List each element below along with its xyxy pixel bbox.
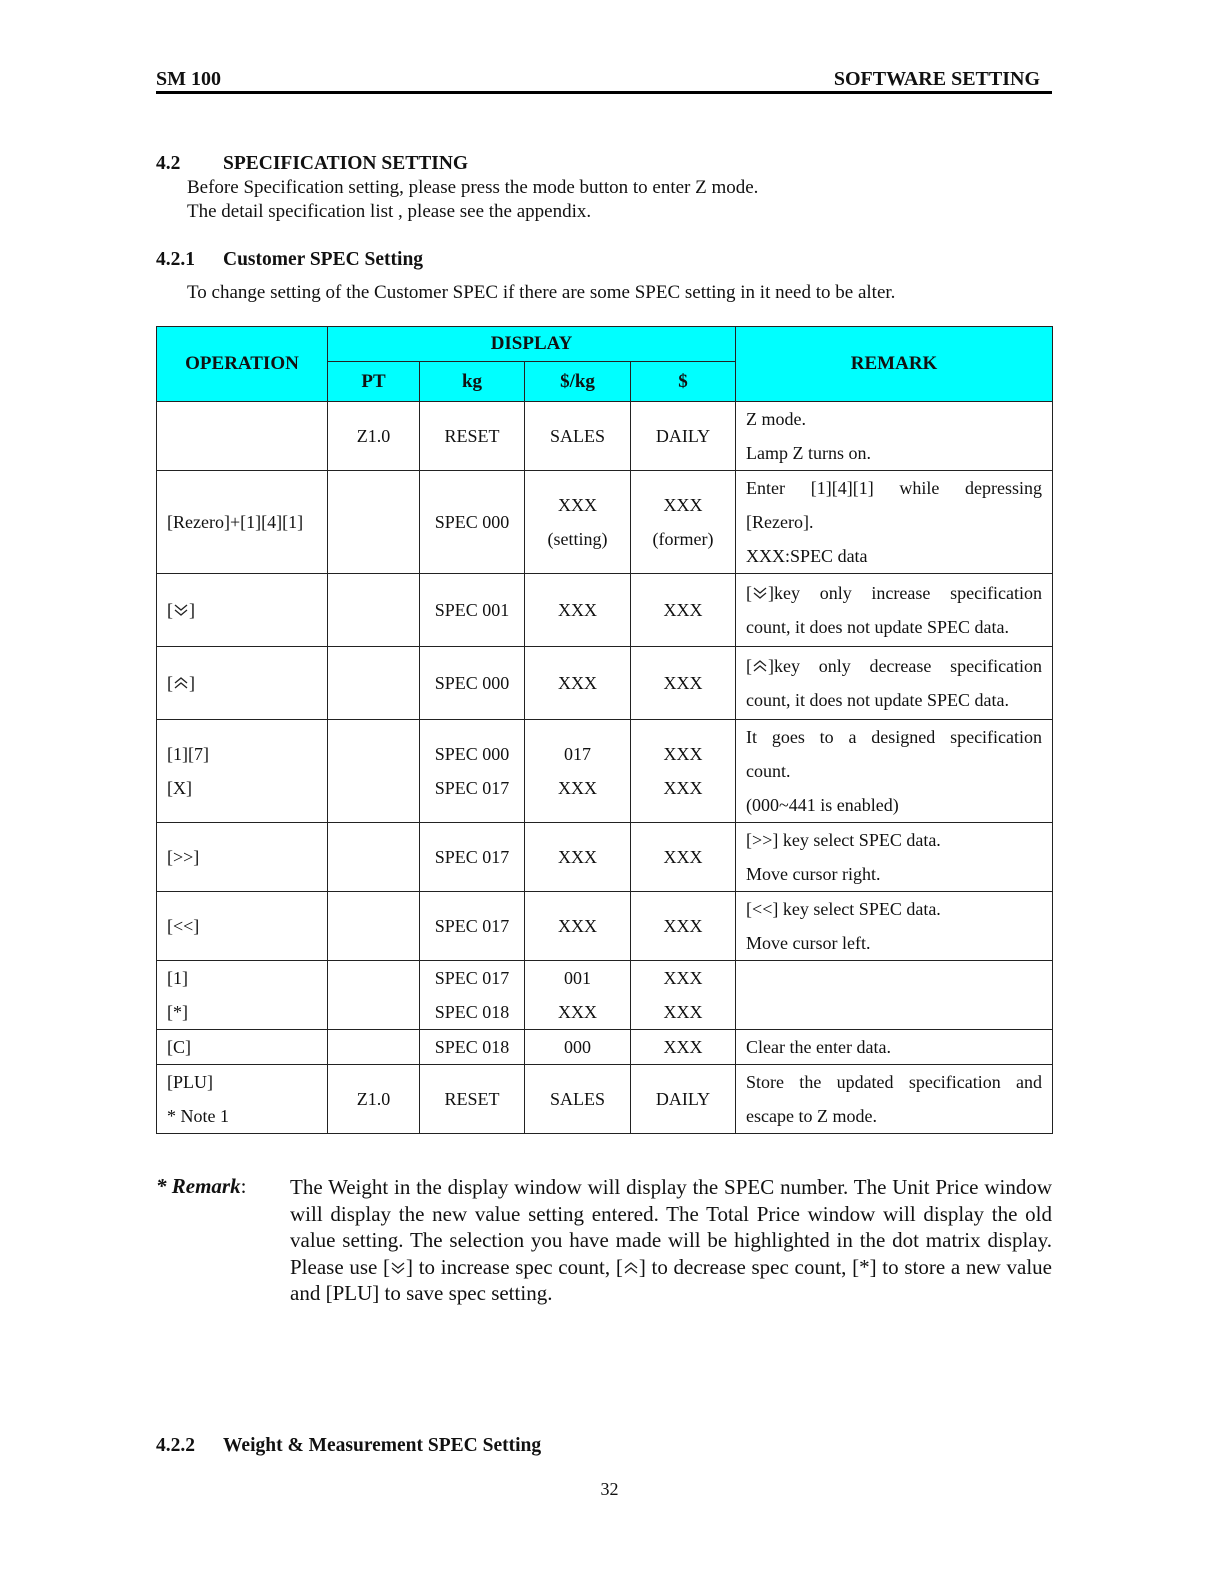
- cell-pt: [328, 647, 420, 720]
- cell-per-kg: 000: [525, 1030, 631, 1065]
- cell-operation: [<<]: [157, 892, 328, 961]
- remark-line: [<<] key select SPEC data.: [746, 899, 941, 919]
- value-line: XXX: [663, 778, 703, 798]
- remark-line: [746, 576, 1042, 610]
- double-chevron-down-icon: [173, 603, 189, 617]
- cell-kg: SPEC 017: [420, 892, 525, 961]
- table-row: [157, 647, 1053, 720]
- cell-pt: [328, 720, 420, 823]
- table-row: [157, 1030, 1053, 1065]
- cell-kg: RESET: [420, 1065, 525, 1134]
- remark-colon: :: [240, 1174, 247, 1198]
- cell-remark: [736, 720, 1053, 823]
- header-price: $: [631, 362, 736, 402]
- bracket-open: [: [167, 600, 173, 620]
- cell-kg: [420, 720, 525, 823]
- remark-text: ]key only increase specification: [768, 583, 1043, 603]
- remark-line: [Rezero].: [746, 512, 814, 532]
- value-line: SPEC 017: [434, 778, 510, 798]
- cell-price: XXX: [631, 892, 736, 961]
- table-header-row: [157, 327, 1053, 362]
- bracket-close: ]: [189, 673, 195, 693]
- cell-kg: SPEC 001: [420, 574, 525, 647]
- cell-pt: Z1.0: [328, 1065, 420, 1134]
- customer-spec-table: [156, 326, 1053, 1134]
- section-4-2-title: SPECIFICATION SETTING: [223, 153, 469, 174]
- remark-text: ]key only decrease specification: [768, 656, 1043, 676]
- table-row: [157, 402, 1053, 471]
- cell-price: XXX: [631, 1030, 736, 1065]
- cell-per-kg: XXX: [525, 823, 631, 892]
- table-row: [157, 823, 1053, 892]
- cell-remark: Clear the enter data.: [736, 1030, 1053, 1065]
- remark-line: Lamp Z turns on.: [746, 443, 872, 463]
- double-chevron-down-icon: [390, 1261, 406, 1275]
- cell-remark: [736, 961, 1053, 1030]
- section-4-2-2-title: Weight & Measurement SPEC Setting: [223, 1435, 542, 1456]
- section-4-2-number: 4.2: [156, 153, 181, 174]
- remark-label-text: * Remark: [156, 1174, 241, 1198]
- cell-per-kg: [525, 471, 631, 574]
- op-line: [PLU]: [167, 1072, 213, 1092]
- remark-text-3: ] to decrease spec count, [*] to store a new value and [PLU] to save spec setting.: [290, 1254, 1052, 1305]
- header-operation: OPERATION: [157, 327, 328, 402]
- cell-operation: [157, 961, 328, 1030]
- cell-remark: [736, 402, 1053, 471]
- section-4-2-1-title: Customer SPEC Setting: [223, 249, 424, 270]
- cell-operation: [>>]: [157, 823, 328, 892]
- value-line: SPEC 000: [434, 744, 510, 764]
- header-kg: kg: [420, 362, 525, 402]
- remark-line: [746, 649, 1042, 683]
- remark-text-2: ] to increase spec count, [: [406, 1254, 623, 1279]
- section-4-2-line1: Before Specification setting, please press the mode button to enter Z mode.: [187, 177, 759, 198]
- cell-remark: [736, 823, 1053, 892]
- cell-pt: [328, 1030, 420, 1065]
- cell-operation: [157, 402, 328, 471]
- bracket-open: [: [746, 583, 753, 603]
- cell-remark: [736, 892, 1053, 961]
- cell-per-kg: SALES: [525, 402, 631, 471]
- value-line: 017: [564, 744, 591, 764]
- cell-per-kg: SALES: [525, 1065, 631, 1134]
- header-rule: [156, 91, 1052, 94]
- double-chevron-up-icon: [623, 1261, 639, 1275]
- remark-line: escape to Z mode.: [746, 1106, 877, 1126]
- cell-kg: SPEC 000: [420, 471, 525, 574]
- remark-line: Z mode.: [746, 409, 807, 429]
- remark-line: (000~441 is enabled): [746, 795, 899, 815]
- bracket-open: [: [746, 656, 753, 676]
- value-line: SPEC 017: [434, 968, 510, 988]
- section-4-2-1-intro: To change setting of the Customer SPEC if there are some SPEC setting in it need to be alter.: [187, 282, 896, 303]
- value-line: XXX: [663, 495, 703, 515]
- remark-line: Enter [1][4][1] while depressing: [746, 478, 1043, 498]
- cell-per-kg: XXX: [525, 574, 631, 647]
- header-per-kg: $/kg: [525, 362, 631, 402]
- op-line: * Note 1: [167, 1106, 229, 1126]
- value-line: XXX: [558, 778, 597, 798]
- cell-price: DAILY: [631, 1065, 736, 1134]
- cell-price: [631, 961, 736, 1030]
- op-line: [X]: [167, 778, 192, 798]
- cell-operation: [Rezero]+[1][4][1]: [157, 471, 328, 574]
- table-row: [157, 1065, 1053, 1134]
- double-chevron-up-icon: [173, 676, 189, 690]
- bracket-open: [: [167, 673, 173, 693]
- header-pt: PT: [328, 362, 420, 402]
- cell-price: [631, 720, 736, 823]
- cell-operation: [157, 647, 328, 720]
- value-line: XXX: [663, 1002, 703, 1022]
- section-4-2-2-number: 4.2.2: [156, 1435, 195, 1456]
- value-line: SPEC 018: [434, 1002, 510, 1022]
- cell-kg: SPEC 000: [420, 647, 525, 720]
- value-line: XXX: [558, 495, 597, 515]
- table-row: [157, 961, 1053, 1030]
- cell-remark: [736, 1065, 1053, 1134]
- cell-kg: SPEC 017: [420, 823, 525, 892]
- table-row: [157, 574, 1053, 647]
- cell-operation: [157, 574, 328, 647]
- value-line: XXX: [558, 1002, 597, 1022]
- cell-kg: RESET: [420, 402, 525, 471]
- value-line: XXX: [663, 968, 703, 988]
- cell-per-kg: [525, 720, 631, 823]
- cell-pt: [328, 574, 420, 647]
- header-section: SOFTWARE SETTING: [833, 68, 1040, 90]
- remark-line: count.: [746, 761, 791, 781]
- table-row: [157, 720, 1053, 823]
- value-line: XXX: [663, 744, 703, 764]
- remark-line: It goes to a designed specification: [746, 727, 1043, 747]
- header-display: DISPLAY: [328, 327, 736, 362]
- remark-paragraph: [290, 1174, 1052, 1307]
- value-line: (setting): [547, 529, 608, 549]
- remark-line: count, it does not update SPEC data.: [746, 690, 1010, 710]
- table-row: [157, 471, 1053, 574]
- section-4-2-1-number: 4.2.1: [156, 249, 195, 270]
- cell-kg: [420, 961, 525, 1030]
- cell-remark: [736, 647, 1053, 720]
- remark-line: Move cursor right.: [746, 864, 881, 884]
- remark-line: Store the updated specification and: [746, 1072, 1043, 1092]
- header-remark: REMARK: [736, 327, 1053, 402]
- remark-line: XXX:SPEC data: [746, 546, 868, 566]
- remark-text-1: The Weight in the display window will display the SPEC number. The Unit Price window will display the new value setting entered. The Total Price window will display the old value setting. The selection you have made will be highlighted in the dot matrix display. Please use [: [290, 1175, 1052, 1279]
- cell-pt: Z1.0: [328, 402, 420, 471]
- cell-pt: [328, 471, 420, 574]
- cell-kg: SPEC 018: [420, 1030, 525, 1065]
- cell-pt: [328, 823, 420, 892]
- cell-price: [631, 471, 736, 574]
- value-line: 001: [564, 968, 591, 988]
- page-number: 32: [600, 1479, 619, 1499]
- cell-operation: [157, 1065, 328, 1134]
- section-4-2-line2: The detail specification list , please see the appendix.: [187, 201, 592, 222]
- cell-price: XXX: [631, 823, 736, 892]
- cell-per-kg: [525, 961, 631, 1030]
- cell-operation: [C]: [157, 1030, 328, 1065]
- op-line: [1]: [167, 968, 188, 988]
- double-chevron-up-icon: [752, 659, 768, 673]
- cell-per-kg: XXX: [525, 647, 631, 720]
- remark-line: count, it does not update SPEC data.: [746, 617, 1010, 637]
- cell-per-kg: XXX: [525, 892, 631, 961]
- cell-price: XXX: [631, 647, 736, 720]
- cell-pt: [328, 961, 420, 1030]
- op-line: [*]: [167, 1002, 188, 1022]
- cell-price: XXX: [631, 574, 736, 647]
- double-chevron-down-icon: [752, 586, 768, 600]
- remark-line: [>>] key select SPEC data.: [746, 830, 941, 850]
- value-line: (former): [652, 529, 714, 549]
- remark-line: Move cursor left.: [746, 933, 871, 953]
- cell-pt: [328, 892, 420, 961]
- header-model: SM 100: [156, 68, 221, 90]
- op-line: [1][7]: [167, 744, 209, 764]
- cell-price: DAILY: [631, 402, 736, 471]
- bracket-close: ]: [189, 600, 195, 620]
- cell-remark: [736, 574, 1053, 647]
- cell-remark: [736, 471, 1053, 574]
- table-row: [157, 892, 1053, 961]
- cell-operation: [157, 720, 328, 823]
- remark-label: [156, 1174, 246, 1199]
